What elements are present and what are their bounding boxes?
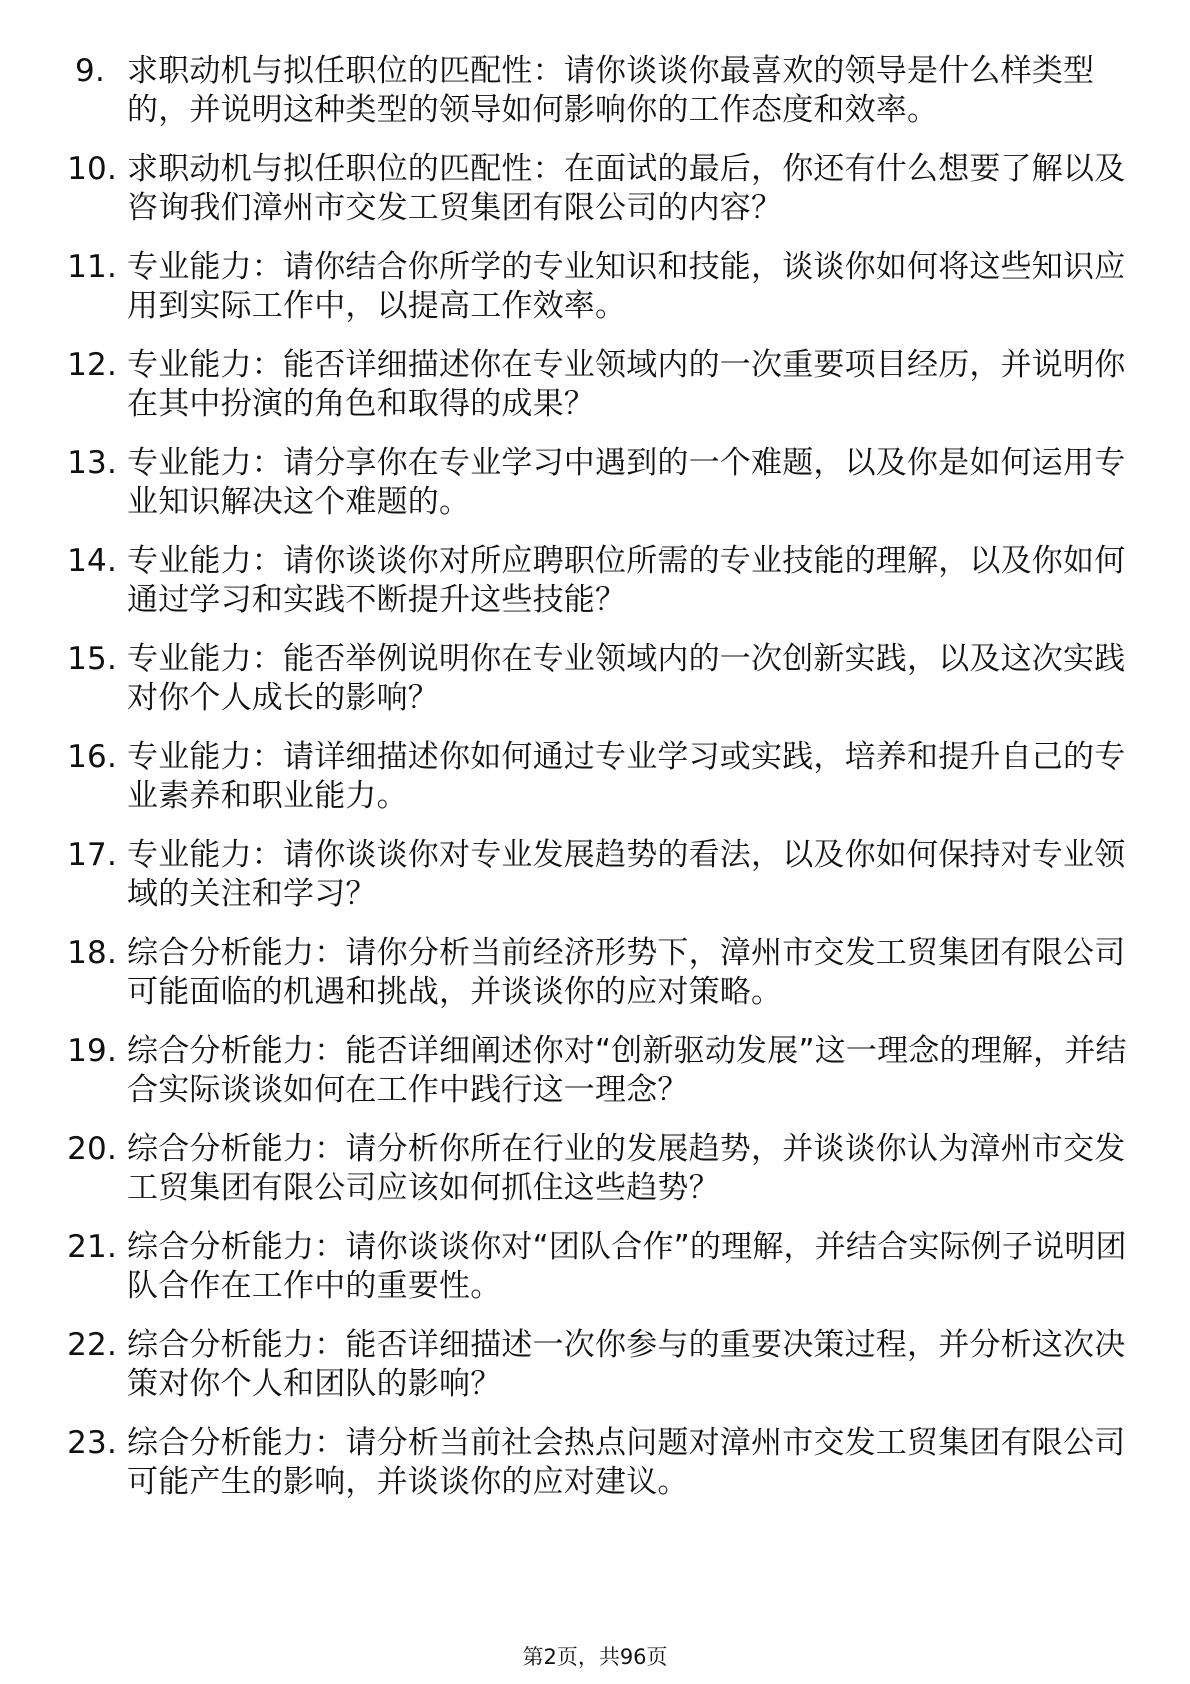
item-text: 专业能力：请你结合你所学的专业知识和技能，谈谈你如何将这些知识应用到实际工作中，以提高工作效率。 <box>127 249 1126 324</box>
list-item <box>55 738 1135 816</box>
list-item <box>55 836 1135 914</box>
list-item <box>55 640 1135 718</box>
item-text: 综合分析能力：请分析当前社会热点问题对漳州市交发工贸集团有限公司可能产生的影响，并谈谈你的应对建议。 <box>127 1425 1126 1500</box>
item-text: 综合分析能力：能否详细描述一次你参与的重要决策过程，并分析这次决策对你个人和团队的影响？ <box>127 1327 1126 1402</box>
item-number: 22. <box>67 1327 117 1363</box>
item-text: 综合分析能力：请你谈谈你对“团队合作”的理解，并结合实际例子说明团队合作在工作中的重要性。 <box>127 1229 1127 1304</box>
item-number: 17. <box>67 837 117 873</box>
item-text: 专业能力：能否详细描述你在专业领域内的一次重要项目经历，并说明你在其中扮演的角色和取得的成果？ <box>127 347 1126 422</box>
item-number: 20. <box>67 1131 117 1167</box>
list-item <box>55 1326 1135 1404</box>
item-number: 18. <box>67 935 117 971</box>
item-text: 专业能力：请详细描述你如何通过专业学习或实践，培养和提升自己的专业素养和职业能力。 <box>127 739 1126 814</box>
item-text: 专业能力：请你谈谈你对专业发展趋势的看法，以及你如何保持对专业领域的关注和学习？ <box>127 837 1126 912</box>
list-item <box>55 1228 1135 1306</box>
item-text: 专业能力：请你谈谈你对所应聘职位所需的专业技能的理解，以及你如何通过学习和实践不断提升这些技能？ <box>127 543 1126 618</box>
item-number: 11. <box>67 249 117 285</box>
list-item <box>55 52 1135 130</box>
list-item <box>55 1130 1135 1208</box>
list-item <box>55 934 1135 1012</box>
list-item <box>55 150 1135 228</box>
item-text: 综合分析能力：请你分析当前经济形势下，漳州市交发工贸集团有限公司可能面临的机遇和挑战，并谈谈你的应对策略。 <box>127 935 1126 1010</box>
page-number: 第2页，共96页 <box>522 1645 668 1669</box>
item-number: 21. <box>67 1229 117 1265</box>
item-text: 综合分析能力：能否详细阐述你对“创新驱动发展”这一理念的理解，并结合实际谈谈如何在工作中践行这一理念？ <box>127 1033 1127 1108</box>
item-number: 12. <box>67 347 117 383</box>
list-item <box>55 542 1135 620</box>
item-text: 求职动机与拟任职位的匹配性：请你谈谈你最喜欢的领导是什么样类型的，并说明这种类型的领导如何影响你的工作态度和效率。 <box>127 53 1095 128</box>
list-item <box>55 444 1135 522</box>
item-number: 19. <box>67 1033 117 1069</box>
list-item <box>55 1424 1135 1502</box>
item-number: 13. <box>67 445 117 481</box>
item-text: 求职动机与拟任职位的匹配性：在面试的最后，你还有什么想要了解以及咨询我们漳州市交发工贸集团有限公司的内容？ <box>127 151 1126 226</box>
item-text: 专业能力：请分享你在专业学习中遇到的一个难题，以及你是如何运用专业知识解决这个难题的。 <box>127 445 1126 520</box>
item-text: 专业能力：能否举例说明你在专业领域内的一次创新实践，以及这次实践对你个人成长的影响？ <box>127 641 1126 716</box>
list-item <box>55 1032 1135 1110</box>
item-number: 23. <box>67 1425 117 1461</box>
list-item <box>55 346 1135 424</box>
item-number: 16. <box>67 739 117 775</box>
list-item <box>55 248 1135 326</box>
item-number: 9. <box>75 53 105 89</box>
question-list <box>55 52 1135 1522</box>
item-number: 10. <box>67 151 117 187</box>
item-number: 15. <box>67 641 117 677</box>
item-text: 综合分析能力：请分析你所在行业的发展趋势，并谈谈你认为漳州市交发工贸集团有限公司应该如何抓住这些趋势？ <box>127 1131 1126 1206</box>
item-number: 14. <box>67 543 117 579</box>
